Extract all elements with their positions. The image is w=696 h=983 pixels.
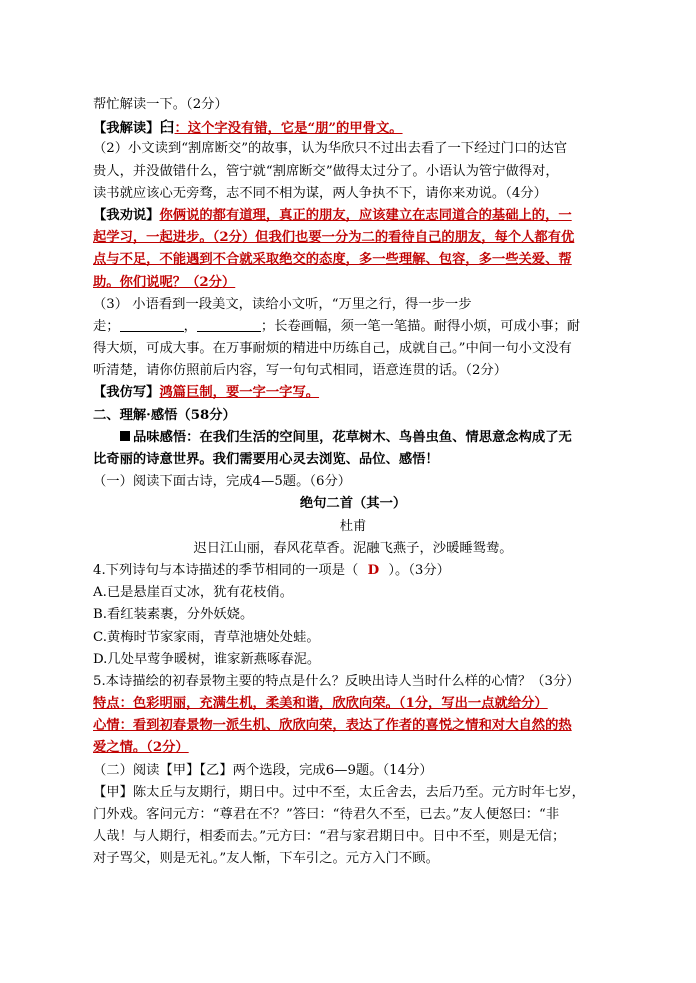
text-line: 贵人，并没做错什么，管宁就“割席断交”做得太过分了。小语认为管宁做得对， <box>93 163 559 179</box>
answer-text: 你俩说的都有道理，真正的朋友，应该建立在志同道合的基础上的，一 <box>159 207 572 223</box>
label-imitate: 【我仿写】 <box>93 385 160 401</box>
passage-line: 门外戏。客问元方：“尊君在不？”答曰：“待君久不至，已去。”友人便怒曰：“非 <box>93 807 560 822</box>
question-text: ）。（3分） <box>388 562 450 578</box>
intro-line: 比奇丽的诗意世界。我们需要用心灵去浏览、品位、感悟！ <box>93 452 439 467</box>
text-line: （一）阅读下面古诗，完成4—5题。（6分） <box>93 474 352 490</box>
answer-line <box>93 205 613 227</box>
poem-body: 迟日江山丽，春风花草香。泥融飞燕子，沙暖睡鸳鸯。 <box>193 540 513 556</box>
answer-text: 鸿篇巨制，要一字一字写。 <box>159 385 320 401</box>
answer-text: 助。你们说呢？（2分） <box>93 274 236 290</box>
answer-text: 特点：色彩明丽，充满生机，柔美和谐，欣欣向荣。（1分，写出一点就给分） <box>93 696 548 712</box>
answer-line <box>93 693 613 715</box>
answer-line <box>93 116 613 138</box>
answer-line <box>93 737 613 759</box>
option-c: C.黄梅时节家家雨，青草池塘处处蛙。 <box>93 629 320 645</box>
text-line: 听清楚，请你仿照前后内容，写一句句式相同，语意连贯的话。（2分） <box>93 363 508 379</box>
label-persuade: 【我劝说】 <box>93 207 160 223</box>
answer-line <box>93 382 613 404</box>
fill-blank[interactable] <box>197 317 261 332</box>
question-text: 4.下列诗句与本诗描述的季节相同的一项是（ <box>93 562 359 578</box>
answer-line <box>93 272 613 294</box>
answer-line <box>93 249 613 271</box>
text-fragment: ；长卷画幅，须一笔一笔描。耐得小烦，可成小事；耐 <box>260 318 581 334</box>
question-line: 5.本诗描绘的初春景物主要的特点是什么？反映出诗人当时什么样的心情？（3分） <box>93 673 580 689</box>
text-line: 读书就应该心无旁骛，志不同不相为谋，两人争执不下，请你来劝说。（4分） <box>93 185 547 201</box>
answer-text: 点与不足，不能遇到不合就采取绝交的态度，多一些理解、包容，多一些关爱、帮 <box>93 252 572 268</box>
text-line: （2）小文读到“割席断交”的故事，认为华欣只不过出去看了一下经过门口的达官 <box>93 141 568 157</box>
fill-blank[interactable] <box>120 317 184 332</box>
intro-text: 品味感悟：在我们生活的空间里，花草树木、鸟兽虫鱼、情思意念构成了无 <box>133 429 572 445</box>
label-interpret: 【我解读】 <box>93 121 160 137</box>
option-b: B.看红装素裹，分外妖娆。 <box>93 607 254 623</box>
text-line: （3） 小语看到一段美文，读给小文听，“万里之行，得一步一步 <box>93 296 472 312</box>
intro-line <box>93 427 613 449</box>
answer-text: 爱之情。（2分） <box>93 740 189 756</box>
answer-line <box>93 715 613 737</box>
text-fragment: ， <box>183 318 197 334</box>
passage-line: 【甲】陈太丘与友期行，期日中。过中不至，太丘舍去，去后乃至。元方时年七岁， <box>93 784 585 800</box>
text-line: 帮忙解读一下。（2分） <box>93 97 228 112</box>
poem-author: 杜甫 <box>339 518 367 534</box>
text-line <box>93 316 613 338</box>
answer-choice: D <box>367 562 380 578</box>
bullet-square-icon <box>120 431 130 441</box>
option-a: A.已是悬崖百丈冰，犹有花枝俏。 <box>93 585 293 601</box>
text-line: 得大烦，可成大事。在万事耐烦的精进中历练自己，成就自己。”中间一句小文没有 <box>93 341 572 357</box>
passage-line: 人哉！与人期行，相委而去。”元方曰：“君与家君期日中。日中不至，则是无信； <box>93 829 566 845</box>
question-line <box>93 560 613 582</box>
option-d: D.几处早莺争暖树，谁家新燕啄春泥。 <box>93 651 321 667</box>
text-fragment: 走； <box>93 318 120 334</box>
oracle-bone-glyph: 𦥑 <box>159 118 175 137</box>
document-body <box>93 94 613 871</box>
answer-text: ：这个字没有错，它是“朋”的甲骨文。 <box>174 121 403 137</box>
text-line: （二）阅读【甲】【乙】两个选段，完成6—9题。（14分） <box>93 762 433 778</box>
answer-line <box>93 227 613 249</box>
passage-line: 对子骂父，则是无礼。”友人惭，下车引之。元方入门不顾。 <box>93 851 439 867</box>
answer-text: 起学习，一起进步。（2分）但我们也要一分为二的看待自己的朋友，每个人都有优 <box>93 230 575 246</box>
section-heading: 二、理解·感悟（58分） <box>93 407 236 423</box>
poem-title: 绝句二首（其一） <box>299 496 407 512</box>
answer-text: 心情：看到初春景物一派生机、欣欣向荣，表达了作者的喜悦之情和对大自然的热 <box>93 718 572 734</box>
